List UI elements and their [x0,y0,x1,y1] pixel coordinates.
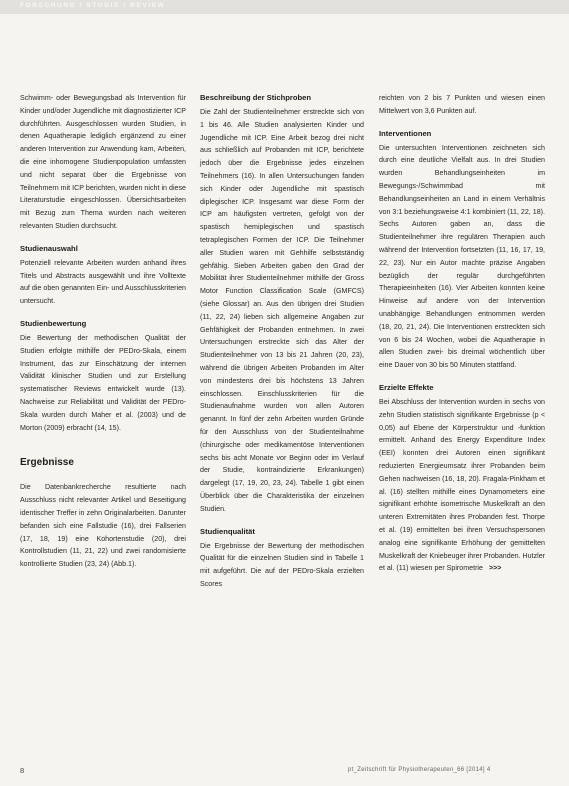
heading-interventionen: Interventionen [379,128,432,138]
heading-erzielte-effekte: Erzielte Effekte [379,382,434,392]
effekte-text: Bei Abschluss der Intervention wurden in sechs von zehn Studien statistisch signifikante Ergebnisse (p < 0,05) auf Ebene der Körperstruktur und -funktion ermittelt. Anhand des Energy Expenditure Index (EEI) konnten drei Autoren einen signifikant reduzierten Energieumsatz ihrer Probanden beim Gehen nachweisen (16, 18, 20). Fragala-Pinkham et al. (16) stellten mithilfe eines Dynamometers eine signifikant erhöhte isometrische Muskelkraft an den unteren Extremitäten ihres Probanden fest. Thorpe et al. (19) ermittelten bei ihren Versuchspersonen analog eine signifikante Erhöhung der gemittelten Muskelkraft der Kniebeuger ihrer Probanden. Hutzler et al. (11) wiesen per Spirometrie [379,397,545,573]
heading-ergebnisse: Ergebnisse [20,457,74,469]
heading-stichproben: Beschreibung der Stichproben [200,93,311,102]
continue-arrow-icon: >>> [488,564,502,573]
paragraph-erzielte-effekte [379,396,545,575]
page-number: 8 [20,766,25,775]
column-1 [20,92,186,573]
paragraph-interventionen: Die untersuchten Interventionen zeichneten sich durch eine deutliche Vielfalt aus. In drei Studien wurden Behandlungseinheiten im Bewegungs-/Schwimmbad mit Behandlungseinheiten an Land in einem Verhältnis von 3:1 beziehungsweise 4:1 kombiniert (11, 22, 18). Sechs Autoren gaben an, dass die Studienteilnehmer ihre regulären Therapien auch während der Intervention fortsetzten (11, 16, 17, 19, 22, 23). Nur ein Autor machte präzise Angaben bezüglich der regulär durchgeführten Therapieeinheiten (16). Vier Arbeiten konnten keine Hinweise auf andere von der Intervention unabhängige Behandlungen entnommen werden (18, 20, 21, 24). Die Interventionen erstreckten sich von 6 bis 24 Wochen, wobei die Aquatherapie in allen Studien zwei- bis dreimal wöchentlich über eine Dauer von 30 bis 50 Minuten stattfand. [379,143,545,370]
heading-studienbewertung: Studienbewertung [20,318,87,328]
column-2 [200,92,364,593]
paragraph-stichproben: Die Zahl der Studienteilnehmer erstreckte sich von 1 bis 46. Alle Studien analysierten Kinder und Jugendliche mit ICP. Eine Arbeit bezog drei nicht aus schließlich auf Probanden mit ICP, berichtete jedoch über die Ergebnisse jedes einzelnen Teilnehmers (16). In allen Untersuchungen fanden sich Kinder oder Jugendliche mit spastisch diplegischer ICP. Insgesamt war diese Form der ICP am häufigsten vertreten, gefolgt von der spastisch hemiplegischen und spastisch tetraplegischen Formen der ICP. Die Teilnehmer aller Studien waren mit Gehhilfe selbstständig gehfähig. Sieben Arbeiten gaben den Grad der Mobilität ihrer Studienteilnehmer mithilfe der Gross Motor Function Classification Scale (GMFCS) (siehe Glossar) an. Aus den übrigen drei Studien (11, 22, 24) lieben sich allgemeine Angaben zur Gehfähigkeit der Probanden entnehmen. In zwei Untersuchungen erstreckte sich das Alter der Studienteilnehmer von 13 bis 21 Jahren (20, 23), während die übrigen Arbeiten Probanden im Alter von mindestens drei bis höchstens 13 Jahren einschlossen. Einschlusskriterien für die Studienaufnahme wurden von allen Autoren genannt. In fünf der zehn Arbeiten wurden Gründe für den Ausschluss von der Studienteilnahme (chirurgische oder medikamentöse Interventionen sechs bis acht Monate vor Beginn oder im Verlauf der Studie, kontraindizierte Erkrankungen) dargelegt (17, 19, 20, 23, 24). Tabelle 1 gibt einen Überblick über die Charakteristika der einzelnen Studien. [200,108,364,513]
header-bar [0,0,569,14]
paragraph-studienauswahl: Potenziell relevante Arbeiten wurden anhand ihres Titels und Abstracts ausgewählt und ihre Volltexte auf die oben genannten Ein- und Ausschlusskriterien untersucht. [20,258,186,306]
heading-studienauswahl: Studienauswahl [20,243,78,253]
paragraph-scores: reichten von 2 bis 7 Punkten und wiesen einen Mittelwert von 3,6 Punkten auf. [379,94,545,115]
paragraph-ergebnisse: Die Datenbankrecherche resultierte nach Ausschluss nicht relevanter Artikel und Beseitigung identischer Treffer in zehn Originalarbeiten. Darunter befanden sich eine Fallstudie (16), drei Fallserien (17, 18, 19) eine Kohortenstudie (20), drei Kontrollstudien (11, 21, 22) und zwei randomisierte kontrollierte Studien (23, 24) (Abb.1). [20,483,186,569]
section-header: FORSCHUNG / STUDIE / REVIEW [20,2,166,9]
heading-studienqualitaet: Studienqualität [200,526,255,536]
paragraph-kriterien: Schwimm- oder Bewegungsbad als Intervention für Kinder und/oder Jugendliche mit diagnostizierter ICP durchführten. Ausgeschlossen wurden Studien, in denen Aquatherapie lediglich ergänzend zu einer anderen Intervention zur Anwendung kam, Arbeiten, die eine inhomogene Studienpopulation umfassten und nicht separat über die Ergebnisse von Teilnehmern mit ICP berichten, wurden nicht in diese Literaturstudie eingeschlossen. Übersichtsarbeiten mit Bezug zum Thema wurden nach weiteren relevanten Studien durchsucht. [20,94,186,230]
paragraph-studienbewertung: Die Bewertung der methodischen Qualität der Studien erfolgte mithilfe der PEDro-Skala, einem Instrument, das zur Einschätzung der internen Validität klinischer Studien und zur Erstellung systematischer Reviews entwickelt wurde (13). Nachweise zur Reliabilität und Validität der PEDro-Skala wurden durch Maher et al. (2003) und de Morton (2009) erbracht (14, 15). [20,333,186,432]
column-3 [379,92,545,577]
journal-footer: pt_Zeitschrift für Physiotherapeuten_66 [2014] 4 [348,767,491,773]
paragraph-studienqualitaet: Die Ergebnisse der Bewertung der methodischen Qualität für die einzelnen Studien sind in Tabelle 1 mit aufgeführt. Die auf der PEDro-Skala erzielten Scores [200,541,364,588]
